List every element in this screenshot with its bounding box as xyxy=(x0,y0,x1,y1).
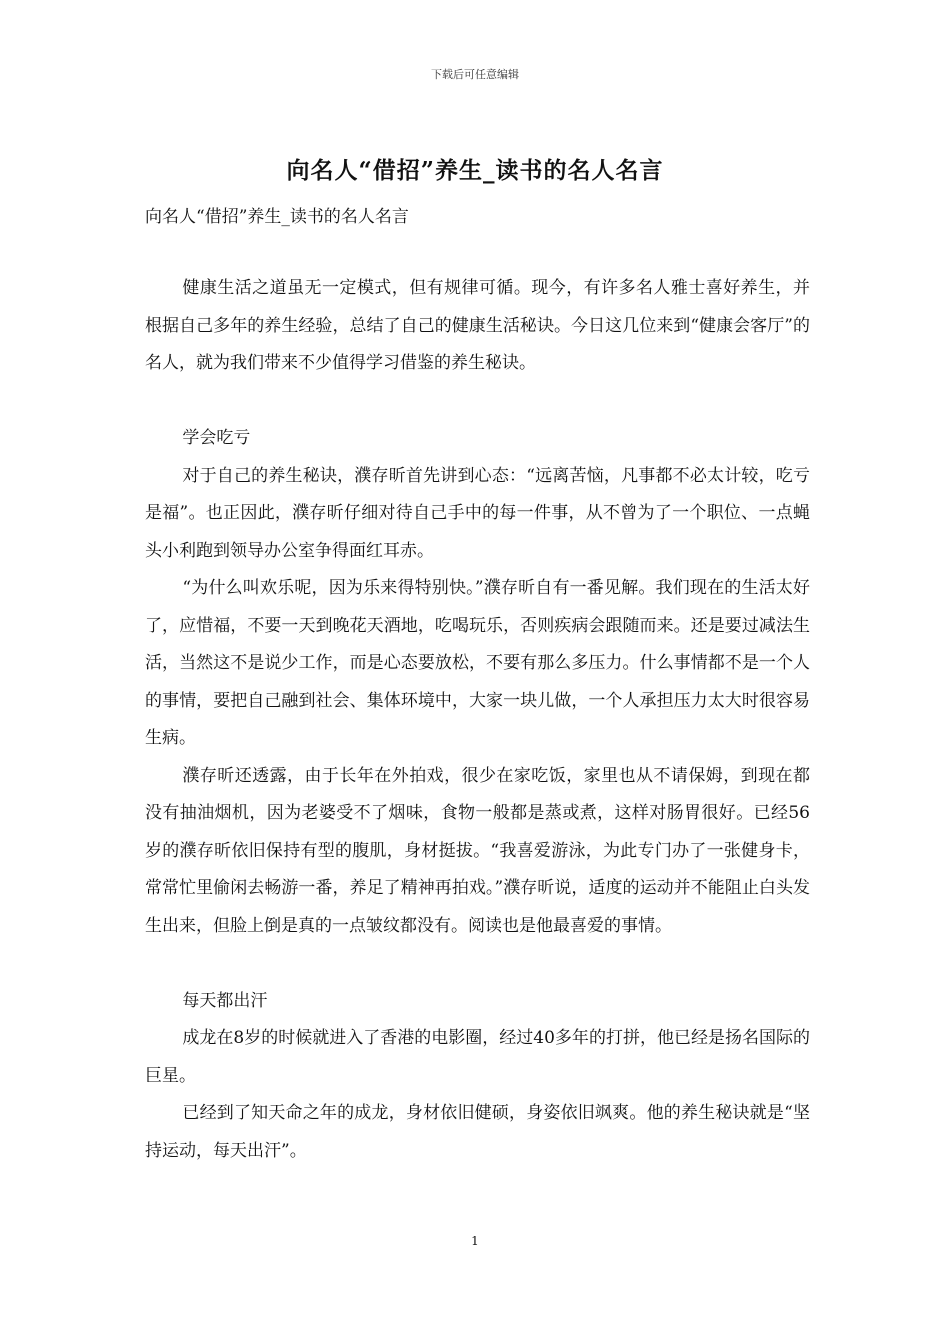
document-body xyxy=(145,270,810,1170)
intro-paragraph: 健康生活之道虽无一定模式，但有规律可循。现今，有许多名人雅士喜好养生，并根据自己多年的养生经验，总结了自己的健康生活秘诀。今日这几位来到“健康会客厅”的名人，就为我们带来不少值得学习借鉴的养生秘诀。 xyxy=(145,278,810,373)
paragraph: “为什么叫欢乐呢，因为乐来得特别快。”濮存昕自有一番见解。我们现在的生活太好了，应惜福，不要一天到晚花天酒地，吃喝玩乐，否则疾病会跟随而来。还是要过减法生活，当然这不是说少工作，而是心态要放松，不要有那么多压力。什么事情都不是一个人的事情，要把自己融到社会、集体环境中，大家一块儿做，一个人承担压力太大时很容易生病。 xyxy=(145,578,810,748)
spacer xyxy=(145,383,810,421)
spacer xyxy=(145,945,810,983)
page-header: 下载后可任意编辑 xyxy=(431,68,519,81)
document-title: 向名人“借招”养生_读书的名人名言 xyxy=(286,157,664,184)
section-heading-1: 学会吃亏 xyxy=(182,428,251,448)
page-number: 1 xyxy=(471,1234,479,1248)
paragraph: 对于自己的养生秘诀，濮存昕首先讲到心态：“远离苦恼，凡事都不必太计较，吃亏是福”。也正因此，濮存昕仔细对待自己手中的每一件事，从不曾为了一个职位、一点蝇头小利跑到领导办公室争得面红耳赤。 xyxy=(145,465,810,561)
paragraph: 成龙在8岁的时候就进入了香港的电影圈，经过40多年的打拼，他已经是扬名国际的巨星。 xyxy=(145,1028,810,1086)
document-subtitle: 向名人“借招”养生_读书的名人名言 xyxy=(145,207,409,227)
paragraph: 濮存昕还透露，由于长年在外拍戏，很少在家吃饭，家里也从不请保姆，到现在都没有抽油烟机，因为老婆受不了烟味，食物一般都是蒸或煮，这样对肠胃很好。已经56岁的濮存昕依旧保持有型的腹肌，身材挺拔。“我喜爱游泳，为此专门办了一张健身卡，常常忙里偷闲去畅游一番，养足了精神再拍戏。”濮存昕说，适度的运动并不能阻止白头发生出来，但脸上倒是真的一点皱纹都没有。阅读也是他最喜爱的事情。 xyxy=(145,765,810,936)
section-heading-2: 每天都出汗 xyxy=(182,990,268,1011)
paragraph: 已经到了知天命之年的成龙，身材依旧健硕，身姿依旧飒爽。他的养生秘诀就是“坚持运动，每天出汗”。 xyxy=(145,1103,810,1161)
